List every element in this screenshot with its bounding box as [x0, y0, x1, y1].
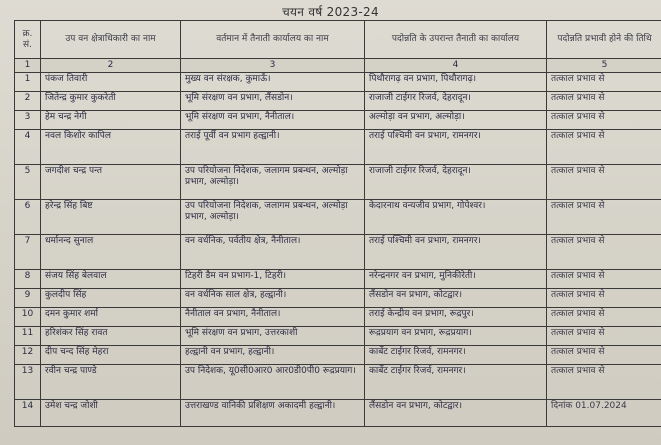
row-serial-cell: 7 [15, 235, 41, 270]
table-row [15, 365, 661, 400]
effective-date-cell: तत्काल प्रभाव से [547, 165, 661, 200]
row-serial-cell: 11 [15, 327, 41, 346]
row-serial-cell: 5 [15, 165, 41, 200]
officer-name-cell: दमन कुमार शर्मा [41, 308, 181, 327]
document-title: चयन वर्ष 2023-24 [282, 5, 379, 19]
row-serial-cell: 6 [15, 200, 41, 235]
officer-name-cell: नवल किशोर कापिल [41, 130, 181, 165]
effective-date-cell: तत्काल प्रभाव से [547, 308, 661, 327]
officer-name-cell: धर्मानन्द सुनाल [41, 235, 181, 270]
current-office-cell: भूमि संरक्षण वन प्रभाग, उत्तरकाशी [181, 327, 365, 346]
posting-office-cell: रूद्रप्रयाग वन प्रभाग, रूद्रप्रयाग। [365, 327, 547, 346]
column-number: 1 [15, 59, 41, 73]
posting-office-cell: तराई पश्चिमी वन प्रभाग, रामनगर। [365, 235, 547, 270]
posting-office-cell: केदारनाथ वन्यजीव प्रभाग, गोपेश्वर। [365, 200, 547, 235]
effective-date-cell: तत्काल प्रभाव से [547, 200, 661, 235]
row-serial-cell: 10 [15, 308, 41, 327]
table-row [15, 346, 661, 365]
effective-date-cell: तत्काल प्रभाव से [547, 130, 661, 165]
current-office-cell: हल्द्वानी वन प्रभाग, हल्द्वानी। [181, 346, 365, 365]
current-office-cell: तराई पूर्वी वन प्रभाग हल्द्वानी। [181, 130, 365, 165]
table-row [15, 73, 661, 92]
table-row [15, 400, 661, 427]
row-serial-cell: 3 [15, 111, 41, 130]
posting-office-cell: तराई पश्चिमी वन प्रभाग, रामनगर। [365, 130, 547, 165]
posting-office-cell: कार्बेट टाईगर रिजर्व, रामनगर। [365, 365, 547, 400]
officer-name-cell: हरेन्द्र सिंह बिष्ट [41, 200, 181, 235]
posting-office-cell: लैंसडोन वन प्रभाग, कोटद्वार। [365, 289, 547, 308]
table-row [15, 289, 661, 308]
header-current-office: वर्तमान में तैनाती कार्यालय का नाम [181, 21, 365, 59]
table-row [15, 165, 661, 200]
posting-office-cell: राजाजी टाईगर रिजर्व, देहरादून। [365, 165, 547, 200]
column-number: 2 [41, 59, 181, 73]
current-office-cell: उप परियोजना निदेशक, जलागम प्रबन्धन, अल्मोड़ा प्रभाग, अल्मोड़ा। [181, 200, 365, 235]
effective-date-cell: तत्काल प्रभाव से [547, 92, 661, 111]
column-number: 4 [365, 59, 547, 73]
row-serial-cell: 13 [15, 365, 41, 400]
posting-office-cell: लैंसडोन वन प्रभाग, कोटद्वार। [365, 400, 547, 427]
row-serial-cell: 12 [15, 346, 41, 365]
current-office-cell: मुख्य वन संरक्षक, कुमाऊँ। [181, 73, 365, 92]
current-office-cell: भूमि संरक्षण वन प्रभाग, नैनीताल। [181, 111, 365, 130]
promotion-table [14, 20, 661, 427]
current-office-cell: भूमि संरक्षण वन प्रभाग, लैंसडोन। [181, 92, 365, 111]
current-office-cell: वन वर्धनिक, पर्वतीय क्षेत्र, नैनीताल। [181, 235, 365, 270]
officer-name-cell: पंकज तिवारी [41, 73, 181, 92]
officer-name-cell: जितेन्द्र कुमार कुकरेती [41, 92, 181, 111]
posting-office-cell: नरेन्द्रनगर वन प्रभाग, मुनिकीरेती। [365, 270, 547, 289]
officer-name-cell: संजय सिंह बेलवाल [41, 270, 181, 289]
current-office-cell: वन वर्धनिक साल क्षेत्र, हल्द्वानी। [181, 289, 365, 308]
posting-office-cell: राजाजी टाईगर रिजर्व, देहरादून। [365, 92, 547, 111]
effective-date-cell: तत्काल प्रभाव से [547, 289, 661, 308]
posting-office-cell: अल्मोड़ा वन प्रभाग, अल्मोड़ा। [365, 111, 547, 130]
current-office-cell: टिहरी डैम वन प्रभाग-1, टिहरी। [181, 270, 365, 289]
header-row [15, 21, 661, 59]
header-officer-name: उप वन क्षेत्राधिकारी का नाम [41, 21, 181, 59]
effective-date-cell: तत्काल प्रभाव से [547, 235, 661, 270]
header-effective-date: पदोन्नति प्रभावी होने की तिथि [547, 21, 661, 59]
current-office-cell: उप निदेशक, यू0सी0आर0 आर0डी0पी0 रूद्रप्रयाग। [181, 365, 365, 400]
current-office-cell: नैनीताल वन प्रभाग, नैनीताल। [181, 308, 365, 327]
table-row [15, 92, 661, 111]
officer-name-cell: रवीन चन्द्र पाण्डे [41, 365, 181, 400]
column-number: 3 [181, 59, 365, 73]
officer-name-cell: कुलदीप सिंह [41, 289, 181, 308]
row-serial-cell: 8 [15, 270, 41, 289]
row-serial-cell: 14 [15, 400, 41, 427]
table-row [15, 308, 661, 327]
officer-name-cell: हरिशंकर सिंह रावत [41, 327, 181, 346]
effective-date-cell: दिनांक 01.07.2024 [547, 400, 661, 427]
row-serial-cell: 1 [15, 73, 41, 92]
effective-date-cell: तत्काल प्रभाव से [547, 365, 661, 400]
effective-date-cell: तत्काल प्रभाव से [547, 327, 661, 346]
header-posting-office: पदोन्नति के उपरान्त तैनाती का कार्यालय [365, 21, 547, 59]
column-number: 5 [547, 59, 661, 73]
column-number-row [15, 59, 661, 73]
table-row [15, 270, 661, 289]
current-office-cell: उत्तराखण्ड वानिकी प्रशिक्षण अकादमी हल्द्वानी। [181, 400, 365, 427]
officer-name-cell: हेम चन्द्र नेगी [41, 111, 181, 130]
officer-name-cell: दीप चन्द सिंह मेहरा [41, 346, 181, 365]
table-row [15, 235, 661, 270]
row-serial-cell: 4 [15, 130, 41, 165]
table-row [15, 130, 661, 165]
officer-name-cell: उमेश चन्द्र जोशी [41, 400, 181, 427]
effective-date-cell: तत्काल प्रभाव से [547, 346, 661, 365]
row-serial-cell: 2 [15, 92, 41, 111]
effective-date-cell: तत्काल प्रभाव से [547, 73, 661, 92]
officer-name-cell: जगदीश चन्द्र पन्त [41, 165, 181, 200]
posting-office-cell: तराई केन्द्रीय वन प्रभाग, रूद्रपुर। [365, 308, 547, 327]
posting-office-cell: कार्बेट टाईगर रिजर्व, रामनगर। [365, 346, 547, 365]
effective-date-cell: तत्काल प्रभाव से [547, 270, 661, 289]
current-office-cell: उप परियोजना निदेशक, जलागम प्रबन्धन, अल्मोड़ा प्रभाग, अल्मोड़ा। [181, 165, 365, 200]
table-row [15, 200, 661, 235]
row-serial-cell: 9 [15, 289, 41, 308]
table-row [15, 111, 661, 130]
posting-office-cell: पिथौरागढ़ वन प्रभाग, पिथौरागढ़। [365, 73, 547, 92]
table-row [15, 327, 661, 346]
header-serial: क्र. सं. [15, 21, 41, 59]
table-body [15, 73, 661, 427]
effective-date-cell: तत्काल प्रभाव से [547, 111, 661, 130]
